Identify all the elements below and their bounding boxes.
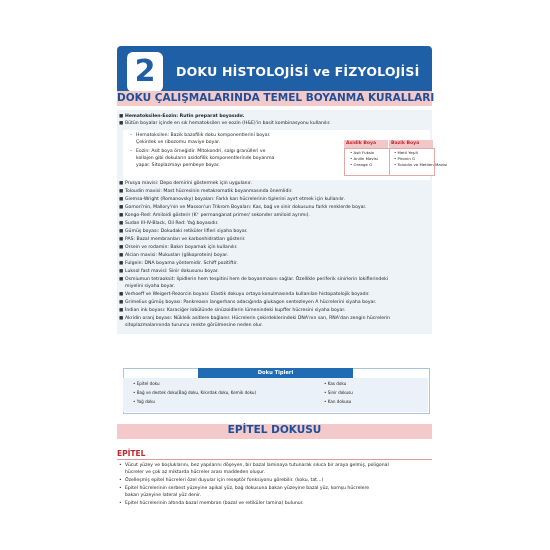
basic-dye-header: Bazik Boya	[389, 140, 433, 148]
epitel-line-cont: hücreler ve çok az miktarda hücreler arası maddeden oluşur.	[125, 470, 265, 475]
basic-dye-item: • Pironin G	[394, 156, 416, 161]
epitel-line: • Epitel hücrelerinin altında bazal membran (bazal ve retiküler lamina) bulunur.	[119, 501, 304, 506]
tissue-type-item: • Bağ ve destek doku(Bağ doku, Kıkırdak doku, Kemik doku)	[133, 390, 257, 395]
chapter-number: 2	[127, 52, 163, 92]
rule-line: ■ Orsein ve rodamin: Bakırı boyamak için kullanılır.	[119, 245, 238, 250]
rule-line: ■ Giemsa-Wright (Romanovsky) boyaları: Farklı kan hücrelerinin tiplerini ayırt etmek için kullanılır.	[119, 197, 346, 202]
rule-line: ■ Grimelius gümüş boyası: Pankreasın langerhans adacığında glukagon sentezleyen A hücrelerini siyaha boyar.	[119, 300, 377, 305]
he-item-cont: yapar. Sitoplazmayı pembeye boyar.	[136, 163, 220, 168]
rule-line: ■ Prusya mavisi: Depo demirini göstermek için uygulanır.	[119, 181, 252, 186]
basic-dye-item: • Toluidin ve Metilen Mavisi	[394, 162, 448, 167]
acid-dye-item: • Anilin Mavisi	[350, 156, 378, 161]
epitel-line: • Özelleşmiş epitel hücreleri özel duyular için reseptör fonksiyonu görebilir. (koku, tat…)	[119, 478, 324, 483]
he-item: – Hematoksilen: Bazik bazofilik doku komponentlerini boyar.	[130, 133, 271, 138]
rule-line-cont: sitoplazmalarınında turuncu renkte görülmesine neden olur.	[125, 323, 263, 328]
acid-dye-item: • Orange G	[350, 162, 373, 167]
tissue-type-item: • Kas doku	[324, 381, 347, 386]
rule-line: ■ Luksol fast mavisi: Sinir dokusunu boyar.	[119, 269, 219, 274]
section-title: EPİTEL DOKUSU	[227, 424, 322, 436]
rule-line: ■ PAS: Bazal membranları ve karbonhidratları gösterir.	[119, 237, 246, 242]
section-title: DOKU ÇALIŞMALARINDA TEMEL BOYANMA KURALLARI	[117, 92, 435, 104]
rule-line: ■ Gomori'nin, Mallory'nin ve Masson'un Trikrom Boyaları: Kas, bağ ve sinir dokusunu farklı renklerde boyar.	[119, 205, 367, 210]
rule-line: ■ Fulgein: DNA boyama yöntemidir. Schiff pozitiftir.	[119, 261, 238, 266]
tissue-type-item: • Yağ doku	[133, 399, 156, 404]
rule-line: ■ Osmiumun tetraoksit: lipidlerin hem tespitini hem de boyanmasını sağlar. Özellikle periferik sinirlerin lokiflerindeki	[119, 277, 389, 282]
he-item: – Eozin: Asit boya örneğidir. Mitokondri, salgı granülleri ve	[130, 149, 266, 154]
chapter-title: DOKU HİSTOLOJİSİ ve FİZYOLOJİSİ	[176, 64, 420, 79]
epitel-line: • Vücut yüzey ve boşluklarını, bez yapılarını döşeyen, bir bazal laminaya tutunarak sıkıca bir araya gelmiş, poligonal	[119, 463, 389, 468]
rule-line: ■ Sudan III-IV-Black, Oil Red: Yağ boyasıdır.	[119, 221, 219, 226]
subsection-heading: EPİTEL	[117, 449, 146, 458]
tissue-type-item: • Epitel doku	[133, 381, 160, 386]
tissue-type-item: • Sinir dokusu	[324, 390, 353, 395]
rule-line: ■ Toloudin mavisi: Mast hücresinin metakromatik boyanmasında önemlidir.	[119, 189, 293, 194]
rule-line: ■ Verhoeff ve Weigert-Rezorcin boyası: Elastik dokuyu ortaya konulmasında kullanılan histopatolojik boyadır.	[119, 292, 370, 297]
rule-line-cont: miyelini siyaha boyar.	[125, 284, 176, 289]
rule-line: ■ Akridin oranj boyası: Nükleik asitlere bağlanır. Hücrelerin çekirdeklerindeki DNA'nın sarı, RNA'dan zengin hücrelerin	[119, 316, 391, 321]
rule-line: ■ İndian ink boyası: Karaciğer lobülünde sinüzoidlerin lümenindeki kupffer hücresini siyaha boyar.	[119, 308, 346, 313]
rule-line: ■ Alcian mavisi: Mukusları (glikoprotein) boyar.	[119, 253, 229, 258]
he-item-cont: Çekirdek ve ribozomu maviye boyar.	[136, 140, 221, 145]
rule-line: ■ Bütün boyalar içinde en sık hematoksilen ve eozin (H&E)'in basit kombinasyonu kullanılır.	[119, 121, 331, 126]
tissue-type-item: • Kan dokusu	[324, 399, 352, 404]
he-item-cont: kollajen gibi dokuların asidofilik komponentlerinde boyanma	[136, 156, 275, 161]
heading-divider	[117, 459, 432, 460]
epitel-line: • Epitel hücrelerinin serbest yüzeyine apikal yüz, bağ dokusuna bakan yüzeyine bazal yüz, komşu hücrelere	[119, 486, 370, 491]
rule-line: ■ Hematoksilen-Eozin: Rutin preparat boyasıdır.	[119, 114, 245, 119]
basic-dye-item: • Metil Yeşili	[394, 150, 418, 155]
rule-line: ■ Kongo-Red: Amiloidi gösterir (K⁺ permanganat primer/ sekonder amiloid ayrımı).	[119, 213, 310, 218]
rule-line: ■ Gümüş boyası: Dokudaki retiküler lifleri siyaha boyar.	[119, 229, 248, 234]
acid-dye-header: Asidik Boya	[344, 140, 388, 148]
tissue-types-header: Doku Tipleri	[198, 368, 353, 378]
epitel-line-cont: bakan yüzeyine lateral yüz denir.	[125, 493, 202, 498]
acid-dye-item: • Asit Fuksin	[350, 150, 375, 155]
